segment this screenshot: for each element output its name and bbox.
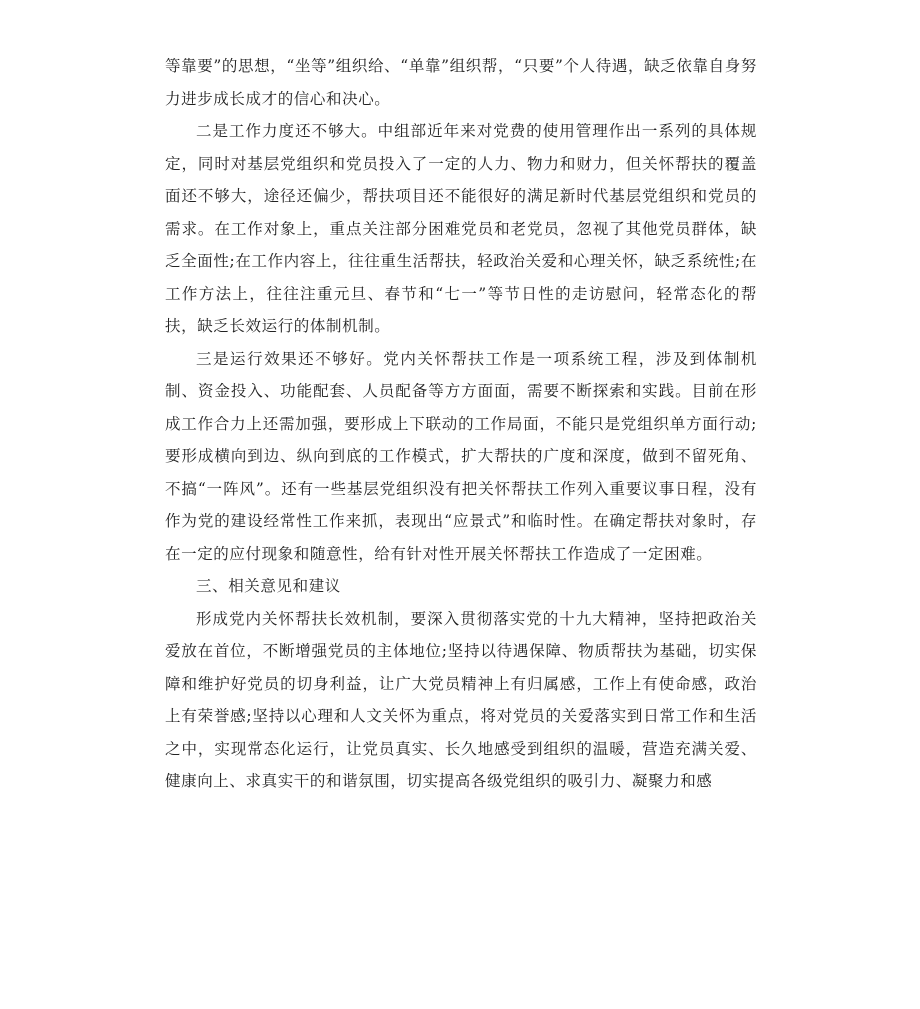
paragraph-work-strength: 二是工作力度还不够大。中组部近年来对党费的使用管理作出一系列的具体规定，同时对基层党组织和党员投入了一定的人力、物力和财力，但关怀帮扶的覆盖面还不够大，途径还偏少，帮扶项目还不能很好的满足新时代基层党组织和党员的需求。在工作对象上，重点关注部分困难党员和老党员，忽视了其他党员群体，缺乏全面性;在工作内容上，往往重生活帮扶，轻政治关爱和心理关怀，缺乏系统性;在工作方法上，往往注重元旦、春节和“七一”等节日性的走访慰问，轻常态化的帮扶，缺乏长效运行的体制机制。 [165,122,757,335]
paragraph-recommendations: 形成党内关怀帮扶长效机制，要深入贯彻落实党的十九大精神，坚持把政治关爱放在首位，不断增强党员的主体地位;坚持以待遇保障、物质帮扶为基础，切实保障和维护好党员的切身利益，让广大党员精神上有归属感，工作上有使命感，政治上有荣誉感;坚持以心理和人文关怀为重点，将对党员的关爱落实到日常工作和生活之中，实现常态化运行，让党员真实、长久地感受到组织的温暖，营造充满关爱、健康向上、求真实干的和谐氛围，切实提高各级党组织的吸引力、凝聚力和感 [165,609,757,790]
section-heading: 三、相关意见和建议 [196,577,341,595]
document-body [165,50,757,798]
paragraph-continuation: 等靠要”的思想，“坐等”组织给、“单靠”组织帮，“只要”个人待遇，缺乏依靠自身努力进步成长成才的信心和决心。 [165,57,757,108]
paragraph-operation-effect: 三是运行效果还不够好。党内关怀帮扶工作是一项系统工程，涉及到体制机制、资金投入、功能配套、人员配备等方方面面，需要不断探索和实践。目前在形成工作合力上还需加强，要形成上下联动的工作局面，不能只是党组织单方面行动;要形成横向到边、纵向到底的工作模式，扩大帮扶的广度和深度，做到不留死角、不搞“一阵风”。还有一些基层党组织没有把关怀帮扶工作列入重要议事日程，没有作为党的建设经常性工作来抓，表现出“应景式”和临时性。在确定帮扶对象时，存在一定的应付现象和随意性，给有针对性开展关怀帮扶工作造成了一定困难。 [165,349,757,563]
